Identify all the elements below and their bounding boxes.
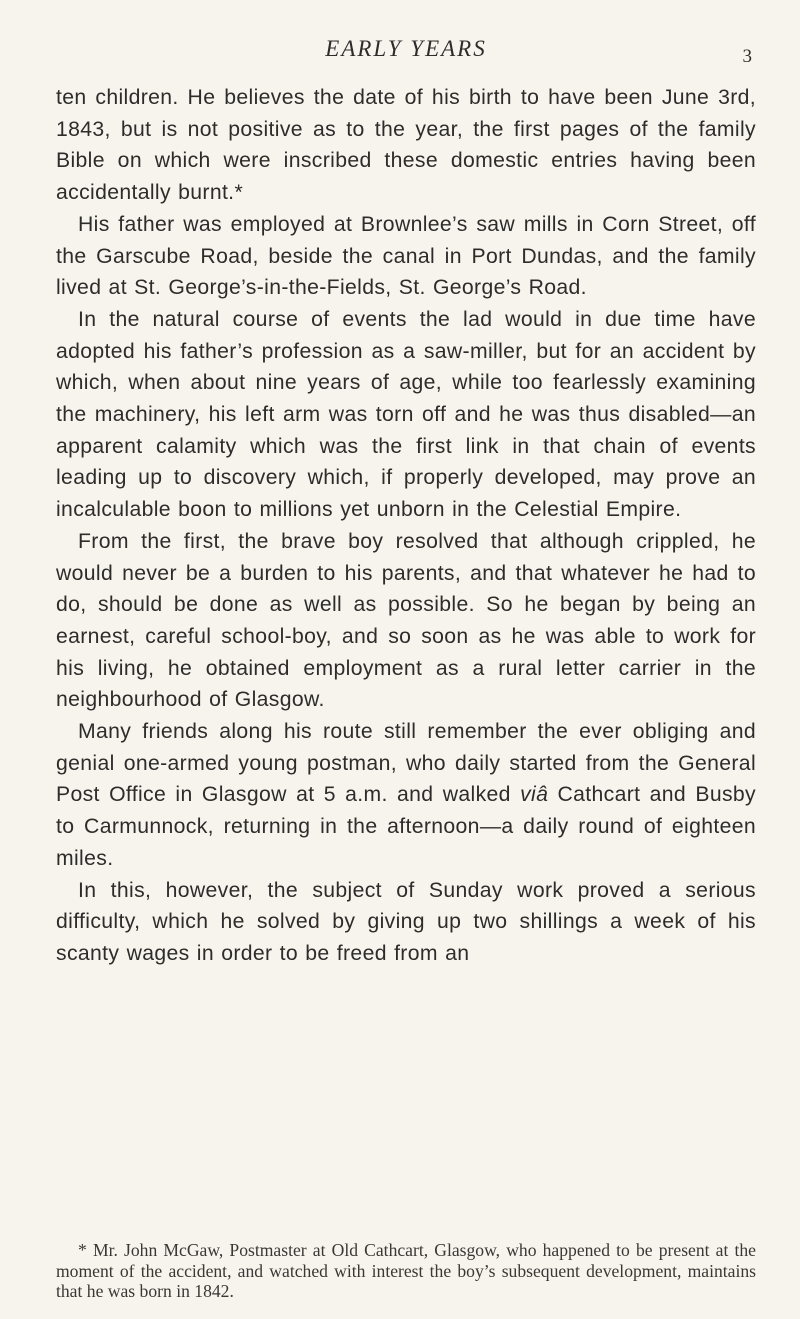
book-page xyxy=(56,0,756,1319)
paragraph-5-after: Cathcart and Busby to Carmunnock, returning in the afternoon—a daily round of eighteen miles. xyxy=(56,783,756,870)
footnote-reference: * xyxy=(234,181,244,205)
paragraph-5 xyxy=(56,716,756,875)
paragraph-3: In the natural course of events the lad would in due time have adopted his father’s profession as a saw-miller, but for an accident by which, when about nine years of age, while too fearlessly examining the machinery, his left arm was torn off and he was thus disabled—an apparent calamity which was the first link in that chain of events leading up to discovery which, if properly developed, may prove an incalculable boon to millions yet unborn in the Celestial Empire. xyxy=(56,307,756,522)
running-title: EARLY YEARS xyxy=(325,36,487,61)
page-number: 3 xyxy=(742,46,752,67)
paragraph-4: From the first, the brave boy resolved that although crippled, he would never be a burden to his parents, and that whatever he had to do, should be done as well as possible. So he began by being an earnest, careful school-boy, and so soon as he was able to work for his living, he obtained employment as a rural letter carrier in the neighbourhood of Glasgow. xyxy=(56,529,756,712)
footnote-text: Mr. John McGaw, Postmaster at Old Cathcart, Glasgow, who happened to be present at the moment of the accident, and watched with interest the boy’s subsequent development, maintains that he was born in 1842. xyxy=(56,1240,756,1301)
paragraph-2: His father was employed at Brownlee’s saw mills in Corn Street, off the Garscube Road, beside the canal in Port Dundas, and the family lived at St. George’s-in-the-Fields, St. George’s Road. xyxy=(56,212,756,300)
page-header xyxy=(56,36,756,66)
footnote-marker: * xyxy=(78,1240,87,1260)
footnote xyxy=(56,1240,756,1302)
paragraph-6: In this, however, the subject of Sunday work proved a serious difficulty, which he solved by giving up two shillings a week of his scanty wages in order to be freed from an xyxy=(56,878,756,965)
body-text xyxy=(56,82,756,970)
paragraph-5-text: Many friends along his route still remember the ever obliging and genial one-armed young postman, who daily started from the General Post Office in Glasgow at 5 a.m. and walked xyxy=(56,720,756,807)
paragraph-1-text: ten children. He believes the date of his birth to have been June 3rd, 1843, but is not positive as to the year, the first pages of the family Bible on which were inscribed these domestic entries having been accidentally burnt. xyxy=(56,86,756,205)
paragraph-1 xyxy=(56,82,756,209)
italic-via: viâ xyxy=(520,783,549,807)
